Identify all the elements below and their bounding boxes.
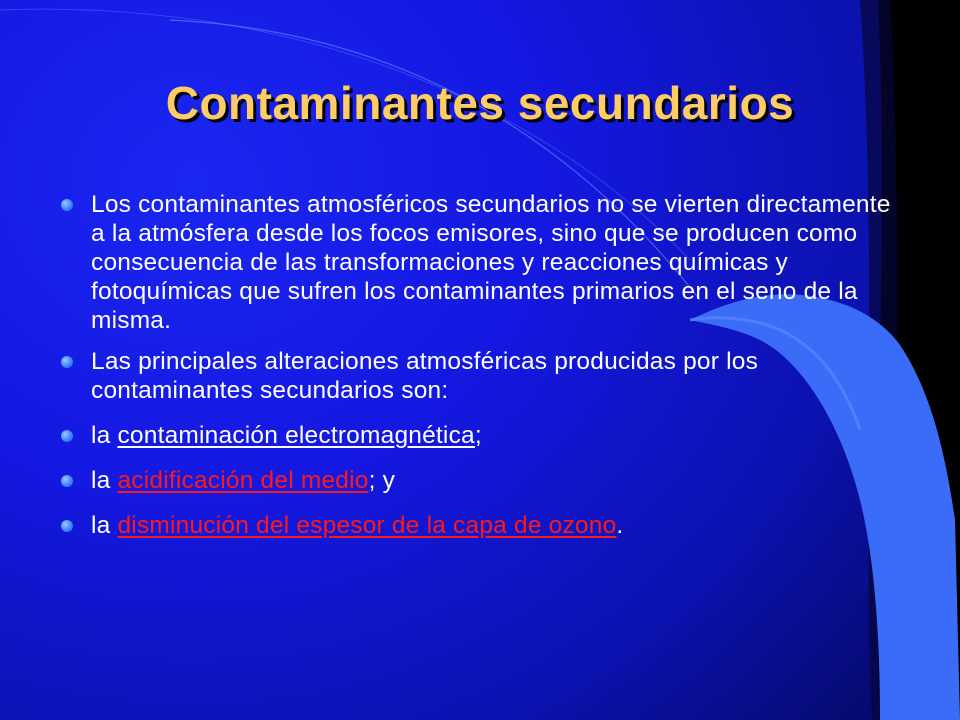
bullet-dot-icon (61, 475, 73, 487)
bullet-suffix: . (616, 512, 624, 539)
link-acidificacion-del-medio[interactable]: acidificación del medio (117, 467, 369, 494)
bullet-text: Las principales alteraciones atmosféricas producidas por los contaminantes secundarios son: (91, 348, 759, 404)
bullet-suffix: ; y (368, 467, 396, 494)
bullet-prefix: la (91, 422, 118, 449)
link-contaminacion-electromagnetica[interactable]: contaminación electromagnética (117, 422, 475, 449)
bullet-item-4 (60, 466, 910, 495)
bullet-item-2 (60, 347, 910, 405)
bullet-dot-icon (61, 356, 73, 368)
bullet-dot-icon (61, 199, 73, 211)
bullet-suffix: ; (474, 422, 482, 449)
bullet-item-3 (60, 421, 910, 450)
bullet-item-5 (60, 511, 910, 540)
link-disminucion-capa-ozono[interactable]: disminución del espesor de la capa de ozono (117, 512, 617, 539)
bullet-list (60, 190, 910, 556)
bullet-item-1 (60, 190, 910, 335)
bullet-text: Los contaminantes atmosféricos secundarios no se vierten directamente a la atmósfera desde los focos emisores, sino que se producen como consecuencia de las transformaciones y reacciones químicas y fotoquímicas que sufren los contaminantes primarios en el seno de la misma. (91, 191, 891, 334)
bullet-dot-icon (61, 430, 73, 442)
page-title: Contaminantes secundarios (165, 77, 795, 129)
bullet-prefix: la (91, 512, 118, 539)
bullet-prefix: la (91, 467, 118, 494)
bullet-dot-icon (61, 520, 73, 532)
